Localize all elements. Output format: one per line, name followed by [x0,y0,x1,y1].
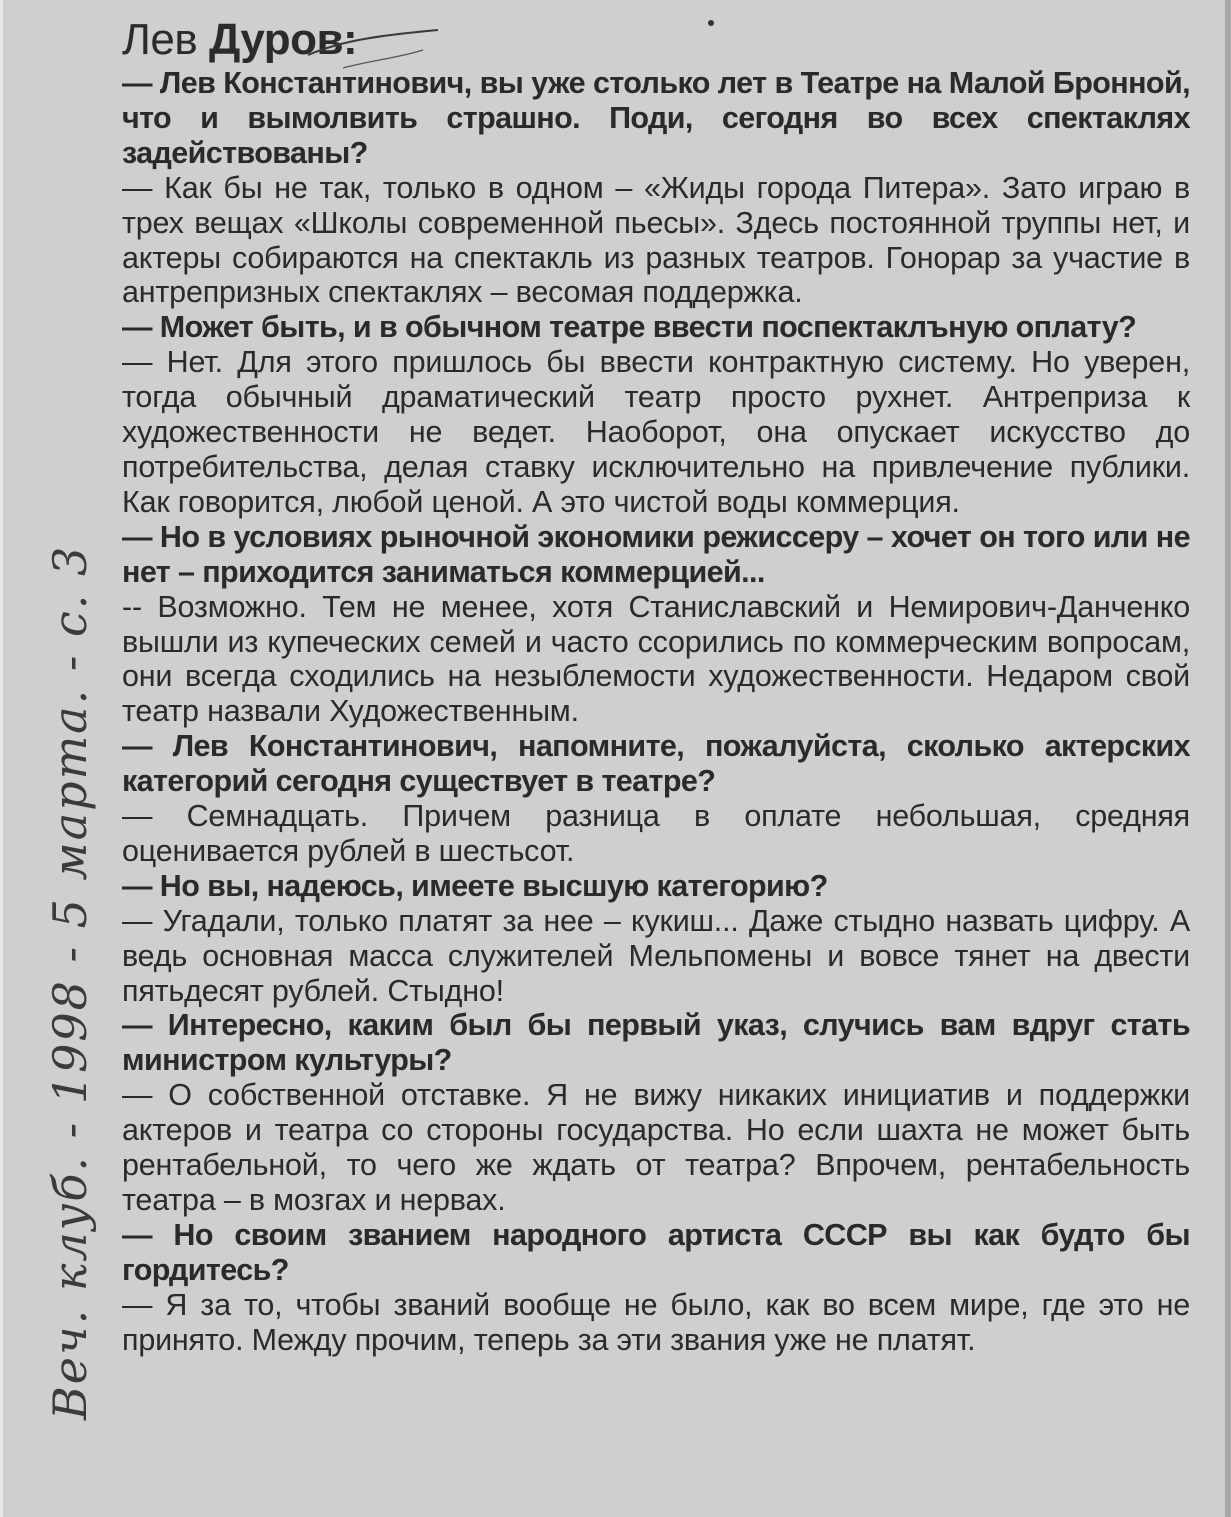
question-paragraph: — Лев Константинович, напомните, пожалуйста, сколько актерских категорий сегодня существует в театре? [122,729,1190,799]
handwritten-citation: Веч. клуб. - 1998 - 5 марта. - с. 3 [43,544,97,1420]
question-paragraph: — Но своим званием народного артиста СССР вы как будто бы гордитесь? [122,1217,1190,1287]
answer-paragraph: — Угадали, только платят за нее – кукиш... Даже стыдно назвать цифру. А ведь основная масса служителей Мельпомены и вовсе тянет на двести пятьдесят рублей. Стыдно! [122,903,1190,1008]
question-paragraph: — Но в условиях рыночной экономики режиссеру – хочет он того или не нет – приходится заниматься коммерцией... [122,519,1190,589]
question-paragraph: — Может быть, и в обычном театре ввести поспектаклъную оплату? [122,310,1137,345]
question-paragraph: — Но вы, надеюсь, имеете высшую категорию? [122,868,828,903]
interview-body [122,66,1190,1358]
answer-paragraph: — Нет. Для этого пришлось бы ввести контрактную систему. Но уверен, тогда обычный драматический театр просто рухнет. Антреприза к художественности не ведет. Наоборот, она опускает искусство до потребительства, делая ставку исключительно на привлечение публики. Как говорится, любой ценой. А это чистой воды коммерция. [122,345,1190,519]
header-first-name: Лев [122,15,198,64]
answer-paragraph: — О собственной отставке. Я не вижу никаких инициатив и поддержки актеров и театра со стороны государства. Но если шахта не может быть рентабельной, то чего же ждать от театра? Впрочем, рентабельность театра – в мозгах и нервах. [122,1078,1190,1217]
answer-paragraph: — Семнадцать. Причем разница в оплате небольшая, средняя оценивается рублей в шестьсот. [122,799,1190,868]
question-paragraph: — Лев Константинович, вы уже столько лет в Театре на Малой Бронной, что и вымолвить страшно. Поди, сегодня во всех спектаклях задействованы? [122,66,1190,170]
header-last-name: Дуров: [208,15,358,64]
answer-paragraph: — Как бы не так, только в одном – «Жиды города Питера». Зато играю в трех вещах «Школы современной пьесы». Здесь постоянной труппы нет, и актеры собираются на спектакль из разных театров. Гонорар за участие в антрепризных спектаклях – весомая поддержка. [122,170,1190,310]
answer-paragraph: — Я за то, чтобы званий вообще не было, как во всем мире, где это не принято. Между прочим, теперь за эти звания уже не платят. [122,1287,1190,1357]
ink-dot [708,20,714,26]
question-paragraph: — Интересно, каким был бы первый указ, случись вам вдруг стать министром культуры? [122,1008,1190,1078]
answer-paragraph: -- Возможно. Тем не менее, хотя Станиславский и Немирович-Данченко вышли из купеческих семей и часто ссорились по коммерческим вопросам, они всегда сходились на незыблемости художественности. Недаром свой театр назвали Художественным. [122,589,1190,729]
